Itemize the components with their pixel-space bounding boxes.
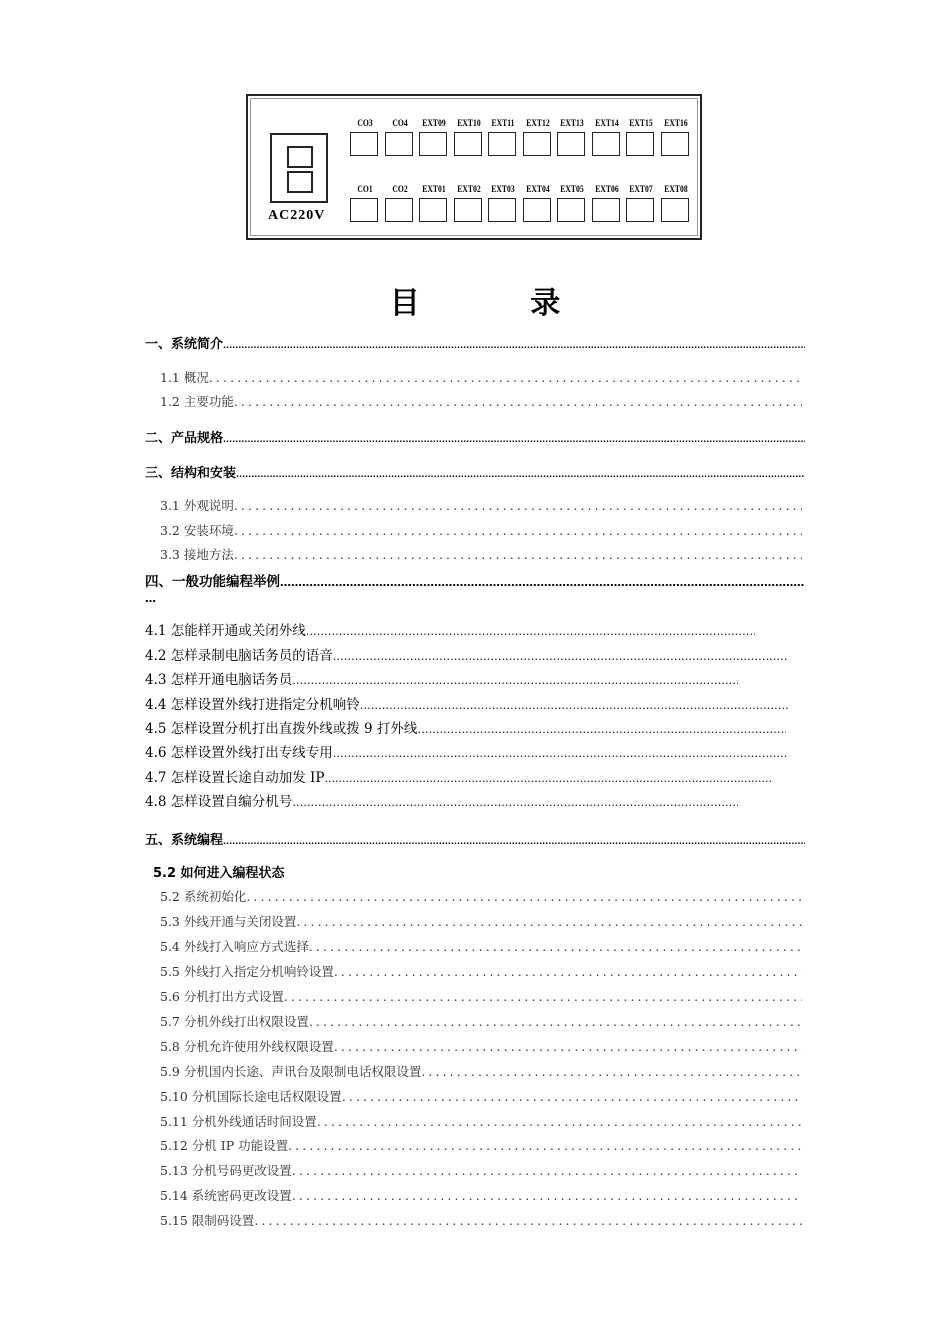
toc-entry-5-2[interactable]: 5.2 系统初始化 ..... [160, 887, 802, 905]
port-ext07: EXT07 [626, 184, 656, 222]
port-ext05: EXT05 [557, 184, 587, 222]
port-co2: CO2 [385, 184, 415, 222]
port-co3: CO3 [350, 118, 380, 156]
toc-entry-5-13[interactable]: 5.13 分机号码更改设置 ..... [160, 1161, 802, 1179]
power-switch-bottom [287, 171, 313, 193]
toc-entry-3-2[interactable]: 3.2 安装环境 ..... [160, 521, 802, 539]
toc-entry-1-2[interactable]: 1.2 主要功能 ..... [160, 392, 802, 410]
toc-entry-s3[interactable]: 三、结构和安装 ..... [145, 462, 805, 481]
toc-entry-5-5[interactable]: 5.5 外线打入指定分机响铃设置 ..... [160, 962, 802, 980]
power-label: AC220V [268, 208, 326, 223]
port-ext16: EXT16 [661, 118, 691, 156]
toc-entry-5-3[interactable]: 5.3 外线开通与关闭设置 ..... [160, 912, 802, 930]
port-ext06: EXT06 [592, 184, 622, 222]
toc-entry-4-6[interactable]: 4.6 怎样设置外线打出专线专用 …………………………………………………………………………………………………………………………………………………… [145, 741, 788, 761]
power-switch-box [270, 133, 328, 203]
toc-entry-5-8[interactable]: 5.8 分机允许使用外线权限设置 ..... [160, 1037, 802, 1055]
port-ext12: EXT12 [523, 118, 553, 156]
power-switch-top [287, 146, 313, 168]
toc-entry-3-3[interactable]: 3.3 接地方法 ..... [160, 545, 802, 563]
toc-entry-5-6[interactable]: 5.6 分机打出方式设置 ..... [160, 987, 802, 1005]
toc-entry-s4-wrap: … [145, 592, 156, 605]
toc-entry-5-9[interactable]: 5.9 分机国内长途、声讯台及限制电话权限设置 ..... [160, 1062, 802, 1080]
toc-entry-4-8[interactable]: 4.8 怎样设置自编分机号 …………………………………………………………………………………………………………………………………………………… [145, 790, 738, 810]
rear-panel-diagram [246, 94, 702, 240]
toc-entry-5-12[interactable]: 5.12 分机 IP 功能设置 ..... [160, 1136, 802, 1154]
port-ext02: EXT02 [454, 184, 484, 222]
port-ext13: EXT13 [557, 118, 587, 156]
port-co4: CO4 [385, 118, 415, 156]
port-ext01: EXT01 [419, 184, 449, 222]
toc-entry-s2[interactable]: 二、产品规格 ..... [145, 427, 805, 446]
toc-entry-5-15[interactable]: 5.15 限制码设置 ..... [160, 1211, 802, 1229]
port-ext04: EXT04 [523, 184, 553, 222]
toc-title: 目 录 [389, 286, 611, 321]
toc-entry-4-1[interactable]: 4.1 怎能样开通或关闭外线 …………………………………………………………………………………………………………………………………………………… [145, 619, 755, 639]
port-ext08: EXT08 [661, 184, 691, 222]
toc-entry-s1[interactable]: 一、系统简介 ..... [145, 333, 805, 352]
toc-entry-4-7[interactable]: 4.7 怎样设置长途自动加发 IP ..... [145, 766, 773, 786]
toc-entry-5-10[interactable]: 5.10 分机国际长途电话权限设置 ..... [160, 1087, 802, 1105]
port-ext11: EXT11 [488, 118, 518, 156]
toc-entry-5-7[interactable]: 5.7 分机外线打出权限设置 ..... [160, 1012, 802, 1030]
port-ext14: EXT14 [592, 118, 622, 156]
toc-entry-s4[interactable]: 四、一般功能编程举例 …………………………………………………………………………………………………………………………………………………… [145, 570, 805, 590]
toc-entry-5-14[interactable]: 5.14 系统密码更改设置 ..... [160, 1186, 802, 1204]
port-ext15: EXT15 [626, 118, 656, 156]
toc-entry-3-1[interactable]: 3.1 外观说明 ..... [160, 496, 802, 514]
port-co1: CO1 [350, 184, 380, 222]
toc-entry-4-2[interactable]: 4.2 怎样录制电脑话务员的语音 …………………………………………………………………………………………………………………………………………………… [145, 644, 788, 664]
toc-entry-5-4[interactable]: 5.4 外线打入响应方式选择 ..... [160, 937, 802, 955]
toc-entry-5-11[interactable]: 5.11 分机外线通话时间设置 ..... [160, 1112, 802, 1130]
toc-entry-4-5[interactable]: 4.5 怎样设置分机打出直拨外线或拨 9 打外线 …………………………………………………………………………………………………………………………………………………… [145, 717, 786, 737]
toc-entry-4-4[interactable]: 4.4 怎样设置外线打进指定分机响铃 …………………………………………………………………………………………………………………………………………………… [145, 693, 788, 713]
toc-entry-s5[interactable]: 五、系统编程 ..... [145, 829, 805, 848]
port-ext10: EXT10 [454, 118, 484, 156]
port-ext03: EXT03 [488, 184, 518, 222]
toc-entry-4-3[interactable]: 4.3 怎样开通电脑话务员 …………………………………………………………………………………………………………………………………………………… [145, 668, 738, 688]
port-ext09: EXT09 [419, 118, 449, 156]
toc-entry-1-1[interactable]: 1.1 概况 ..... [160, 368, 802, 386]
toc-subheading-5-2[interactable]: 5.2 如何进入编程状态 [153, 866, 285, 881]
